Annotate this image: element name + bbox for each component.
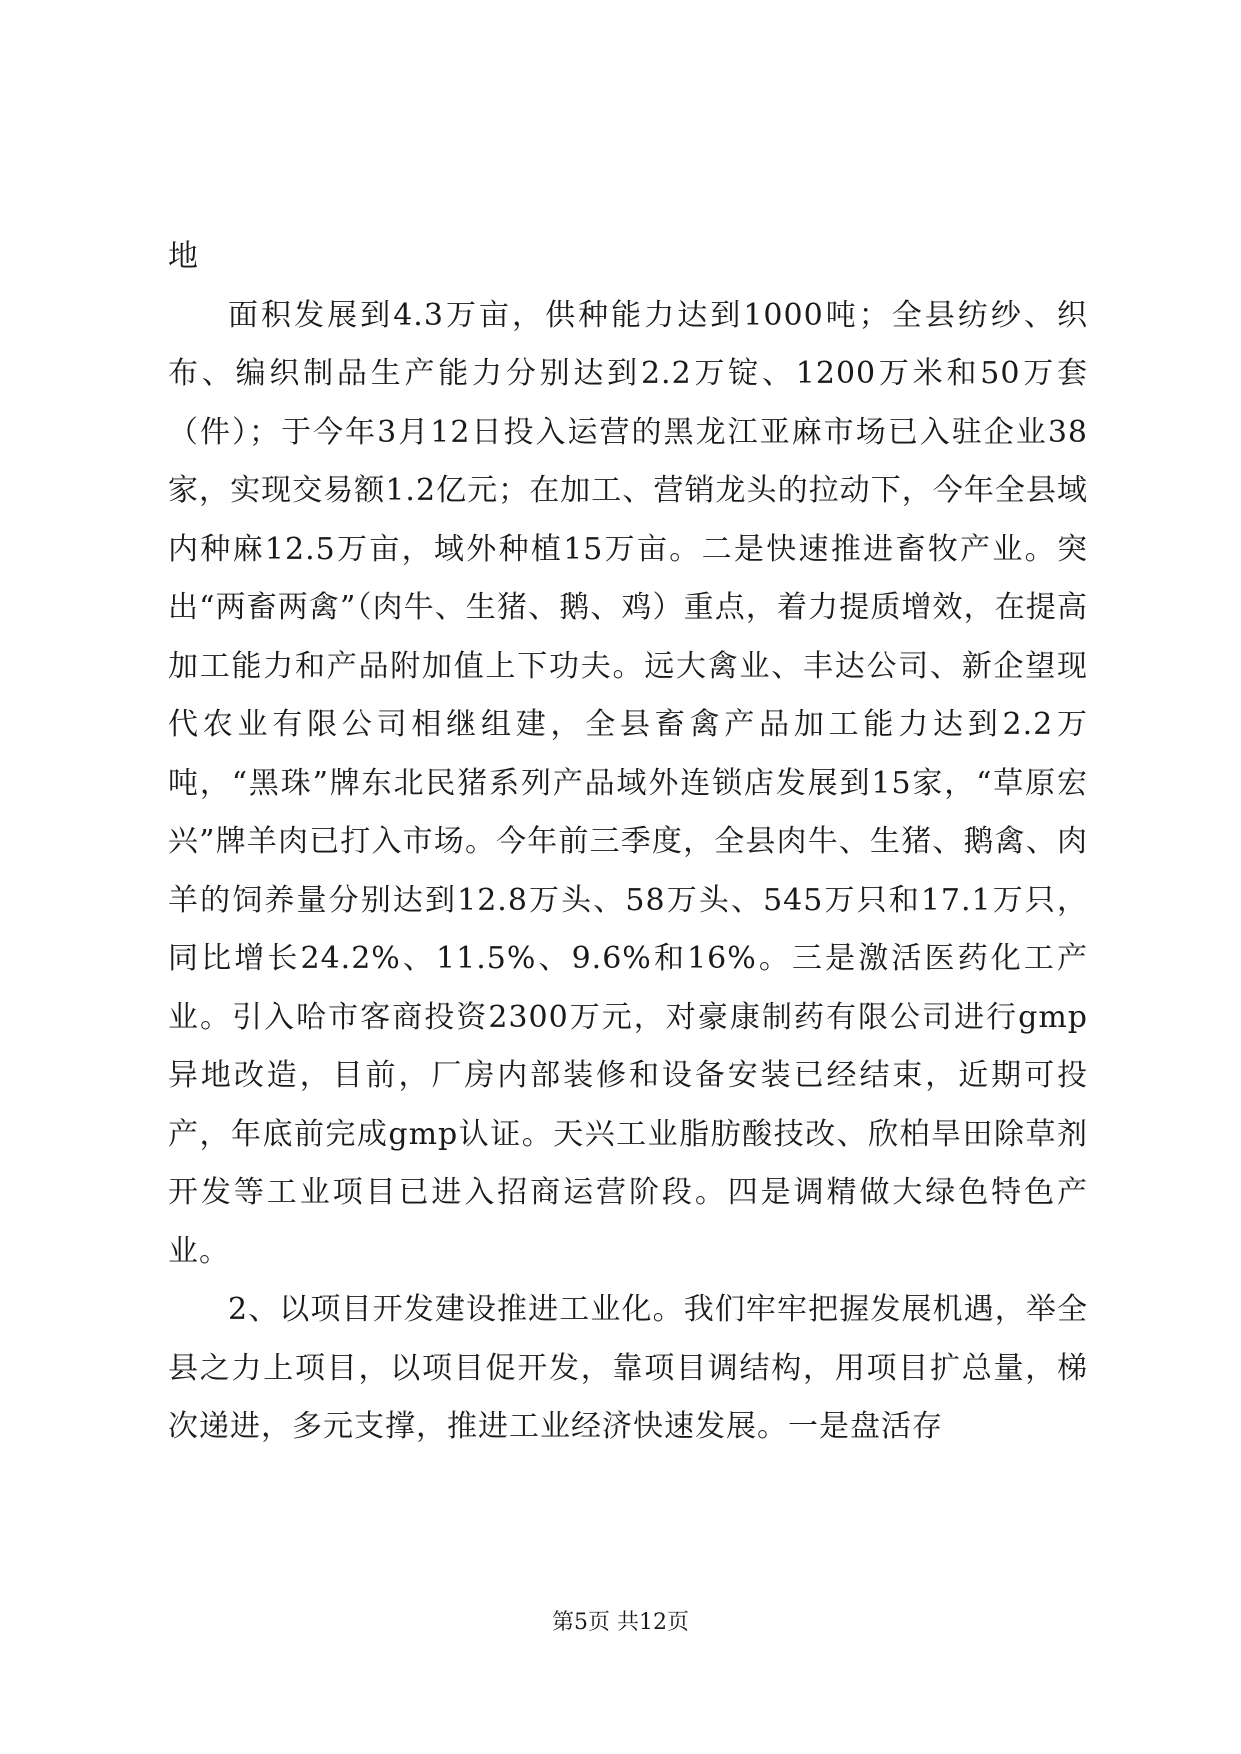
paragraph-industrialization: 2、以项目开发建设推进工业化。我们牢牢把握发展机遇，举全县之力上项目，以项目促开发，靠项目调结构，用项目扩总量，梯次递进，多元支撑，推进工业经济快速发展。一是盘活存 (168, 1292, 1088, 1444)
paragraph-agriculture-livestock: 面积发展到4.3万亩，供种能力达到1000吨；全县纺纱、织布、编织制品生产能力分别达到2.2万锭、1200万米和50万套（件）；于今年3月12日投入运营的黑龙江亚麻市场已入驻企业38家，实现交易额1.2亿元；在加工、营销龙头的拉动下，今年全县域内种麻12.5万亩，域外种植15万亩。二是快速推进畜牧产业。突出“两畜两禽”（肉牛、生猪、鹅、鸡）重点，着力提质增效，在提高加工能力和产品附加值上下功夫。远大禽业、丰达公司、新企望现代农业有限公司相继组建，全县畜禽产品加工能力达到2.2万吨，“黑珠”牌东北民猪系列产品域外连锁店发展到15家，“草原宏兴”牌羊肉已打入市场。今年前三季度，全县肉牛、生猪、鹅禽、肉羊的饲养量分别达到12.8万头、58万头、545万只和17.1万只，同比增长24.2%、11.5%、9.6%和16%。三是激活医药化工产业。引入哈市客商投资2300万元，对豪康制药有限公司进行gmp异地改造，目前，厂房内部装修和设备安装已经结束，近期可投产，年底前完成gmp认证。天兴工业脂肪酸技改、欣柏旱田除草剂开发等工业项目已进入招商运营阶段。四是调精做大绿色特色产业。 (168, 297, 1088, 1269)
paragraph-fragment: 地 (168, 239, 199, 274)
page-footer: 第5页 共12页 (552, 1610, 689, 1635)
document-body (168, 228, 1088, 1457)
